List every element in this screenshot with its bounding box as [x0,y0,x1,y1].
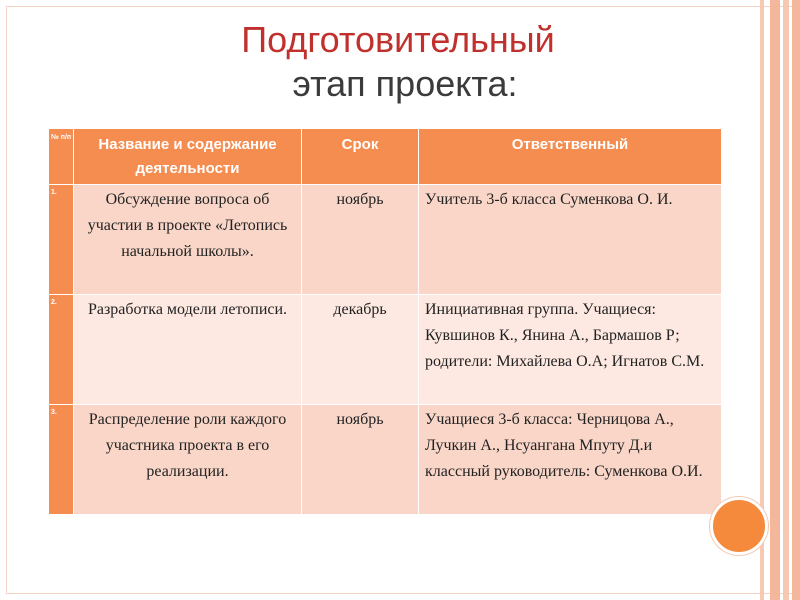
title-line-2: этап проекта: [292,63,518,104]
term-cell: ноябрь [302,185,419,295]
table-row [49,295,722,405]
decorative-circle [710,497,768,555]
row-number: 1. [49,185,74,295]
term-cell: ноябрь [302,405,419,515]
header-responsible: Ответственный [419,129,722,185]
responsible-cell: Учитель 3-б класса Суменкова О. И. [419,185,722,295]
row-number: 2. [49,295,74,405]
activity-cell: Обсуждение вопроса об участии в проекте «Летопись начальной школы». [74,185,302,295]
activity-cell: Распределение роли каждого участника проекта в его реализации. [74,405,302,515]
table-header-row [49,129,722,185]
term-cell: декабрь [302,295,419,405]
row-number: 3. [49,405,74,515]
table-row [49,405,722,515]
activity-cell: Разработка модели летописи. [74,295,302,405]
responsible-cell: Инициативная группа. Учащиеся: Кувшинов К., Янина А., Бармашов Р; родители: Михайлева О.А; Игнатов С.М. [419,295,722,405]
project-table [48,128,722,515]
responsible-cell: Учащиеся 3-б класса: Черницова А., Лучкин А., Нсуангана Мпуту Д.и классный руководитель: Суменкова О.И. [419,405,722,515]
header-term: Срок [302,129,419,185]
table-row [49,185,722,295]
title-line-1: Подготовительный [241,19,555,60]
header-num: № п/п [49,129,74,185]
slide-title [0,18,800,106]
header-activity: Название и содержание деятельности [74,129,302,185]
